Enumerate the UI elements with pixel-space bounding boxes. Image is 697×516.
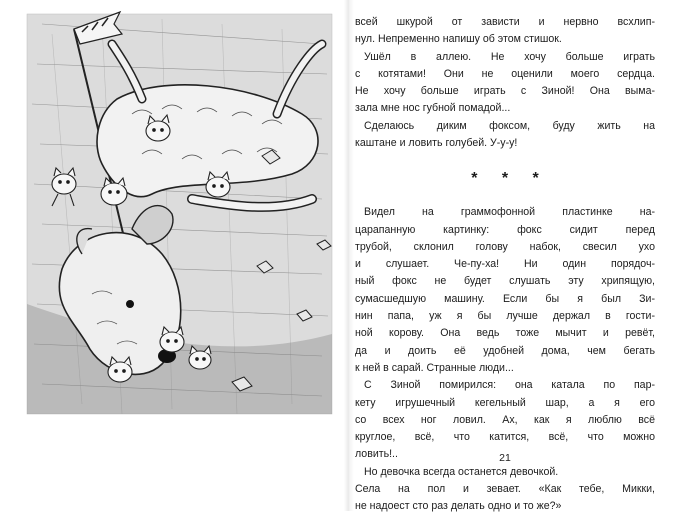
dog-and-kittens-illustration [22,4,340,424]
text-line: не надоест сто раз делать одно и то же?» [355,500,562,513]
text-line: ный фокс не будет слушать эту хрипящую, [355,275,655,288]
text-line: нул. Непременно напишу об этом стишок. [355,33,562,46]
left-page [0,0,345,511]
text-line: трубой, склонил голову набок, свесил ухо [355,240,655,253]
text-line: Ушёл в аллею. Не хочу больше играть [364,50,655,63]
page-text [355,14,655,516]
section-separator: * * * [471,169,549,187]
text-line: Видел на граммофонной пластинке на- [364,206,655,219]
page-gutter [344,0,354,511]
text-line: и слушает. Че-пу-ха! Ни один порядоч- [355,258,655,271]
text-line: Но девочка всегда останется девочкой. [364,465,559,478]
text-line: зала мне нос губной помадой... [355,102,511,115]
page-number: 21 [499,452,511,464]
text-line: круглое, всё, что катится, всё, что можно [355,431,655,444]
right-page [355,14,655,513]
text-line: ной корову. Она ведь тоже мычит и ревёт, [355,327,655,340]
text-line: ловить!.. [355,448,398,461]
text-line: Не хочу больше играть с Зиной! Она выма- [355,85,655,98]
text-line: каштане и ловить голубей. У-у-у! [355,137,518,150]
text-line: Сделаюсь диким фоксом, буду жить на [364,119,655,132]
dog-eye [126,300,134,308]
text-line: нин папа, уж я бы лучше держал в гости- [355,310,655,323]
text-line: царапанную картинку: фокс сидит перед [355,223,655,236]
text-line: всей шкурой от зависти и нервно всхлип- [355,16,655,28]
text-line: да и доить её удобней дома, чем бегать [355,344,655,357]
text-line: сумасшедшую машину. Если бы я был Зи- [355,292,655,305]
text-line: Села на пол и зевает. «Как тебе, Микки, [355,483,655,496]
text-line: с котятами! Они не оценили моего сердца. [355,67,655,80]
text-line: со всех ног ловил. Ах, как я люблю всё [355,413,655,426]
text-line: С Зиной помирился: она катала по пар- [364,379,655,392]
text-line: к ней в сарай. Странные люди... [355,361,514,374]
text-line: кету игрушечный кегельный шар, а я его [355,396,655,409]
